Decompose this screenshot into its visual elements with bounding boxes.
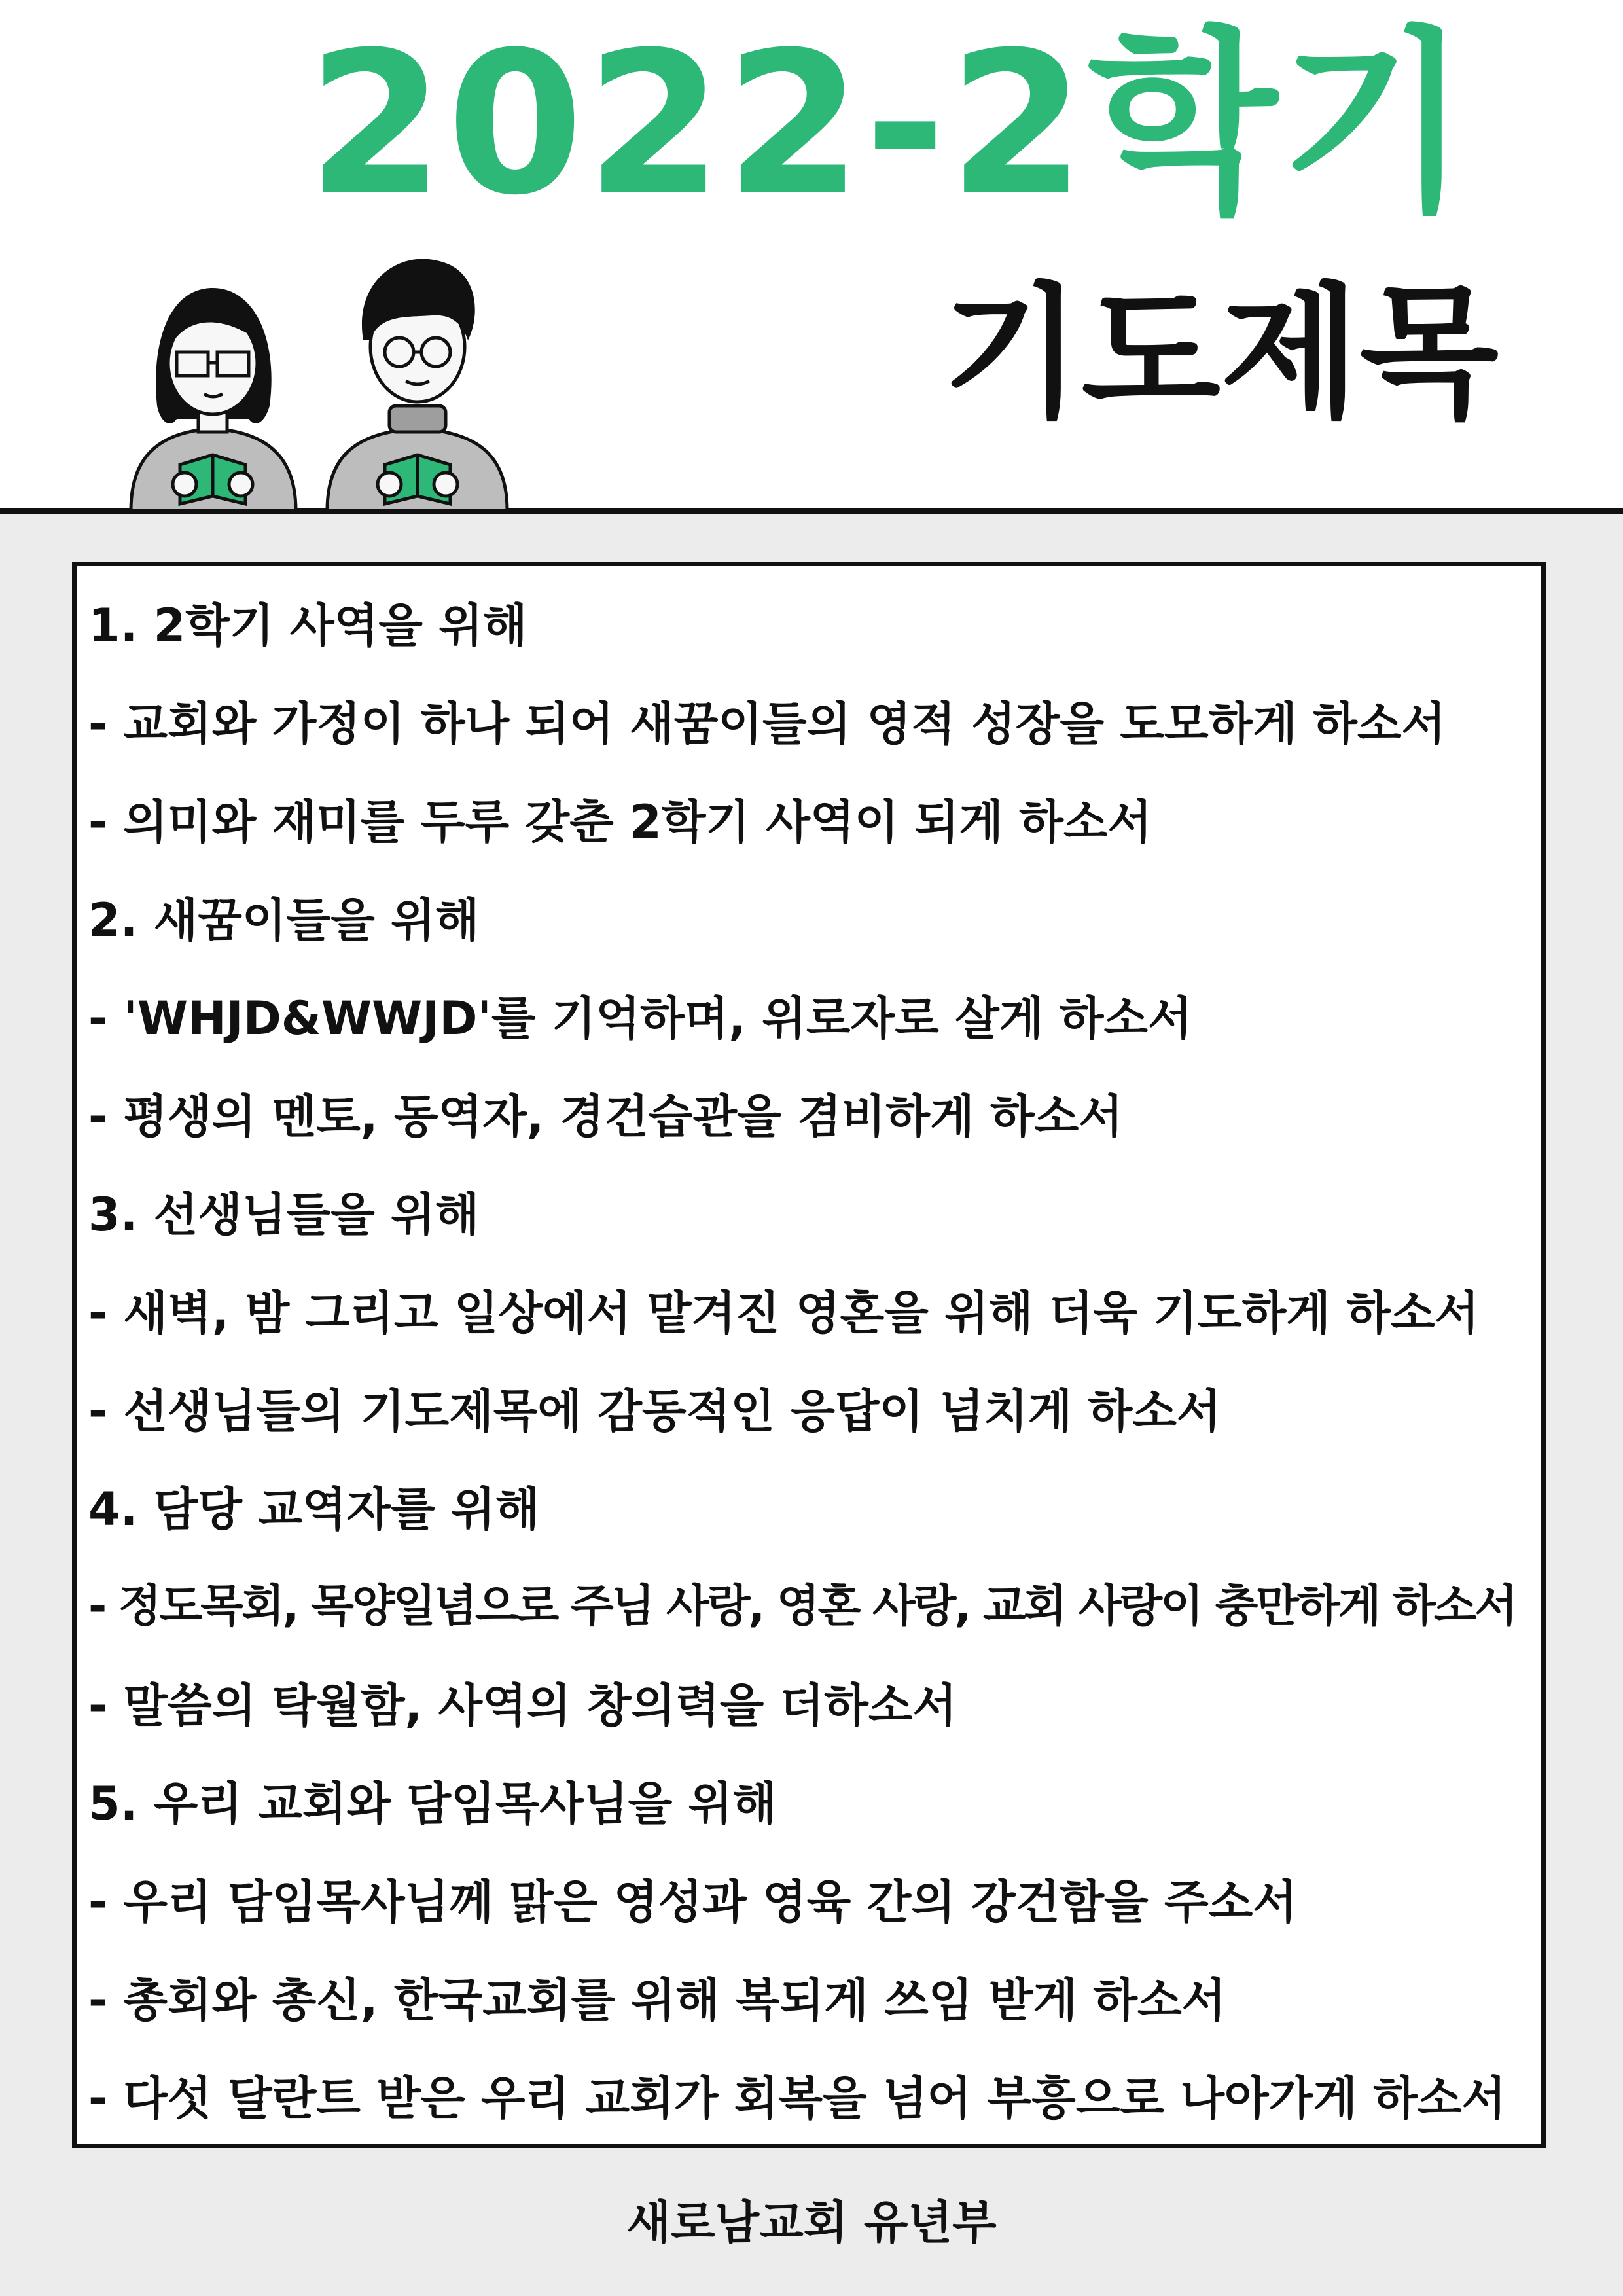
section-heading: 1. 2학기 사역을 위해 — [88, 599, 527, 653]
prayer-item: - 총회와 총신, 한국교회를 위해 복되게 쓰임 받게 하소서 — [88, 1973, 1226, 2027]
prayer-item: - 다섯 달란트 받은 우리 교회가 회복을 넘어 부흥으로 나아가게 하소서 — [88, 2072, 1507, 2125]
section-heading: 5. 우리 교회와 담임목사님을 위해 — [88, 1777, 777, 1831]
prayer-item: - 정도목회, 목양일념으로 주님 사랑, 영혼 사랑, 교회 사랑이 충만하게 하소서 — [88, 1581, 1516, 1632]
prayer-item: - 말씀의 탁월함, 사역의 창의력을 더하소서 — [88, 1679, 957, 1732]
reading-people-illustration — [124, 242, 530, 517]
prayer-item: - 우리 담임목사님께 맑은 영성과 영육 간의 강건함을 주소서 — [88, 1875, 1297, 1929]
section-heading: 3. 선생님들을 위해 — [88, 1188, 480, 1242]
prayer-item: - 'WHJD&WWJD'를 기억하며, 위로자로 살게 하소서 — [88, 992, 1192, 1045]
church-footer: 새로남교회 유년부 — [626, 2196, 997, 2250]
prayer-item: - 교회와 가정이 하나 되어 새꿈이들의 영적 성장을 도모하게 하소서 — [88, 697, 1446, 751]
prayer-item: - 새벽, 밤 그리고 일상에서 맡겨진 영혼을 위해 더욱 기도하게 하소서 — [88, 1286, 1480, 1340]
prayer-list-box — [72, 562, 1546, 2148]
prayer-item: - 의미와 재미를 두루 갖춘 2학기 사역이 되게 하소서 — [88, 795, 1152, 849]
woman-reading-icon — [131, 288, 296, 511]
section-heading: 4. 담당 교역자를 위해 — [88, 1482, 540, 1536]
main-title: 기도제목 — [942, 270, 1499, 437]
prayer-item: - 평생의 멘토, 동역자, 경건습관을 겸비하게 하소서 — [88, 1090, 1123, 1143]
year-title: 2022-2학기 — [308, 10, 1472, 238]
section-heading: 2. 새꿈이들을 위해 — [88, 893, 480, 947]
prayer-item: - 선생님들의 기도제목에 감동적인 응답이 넘치게 하소서 — [88, 1384, 1221, 1438]
man-reading-icon — [327, 259, 507, 511]
